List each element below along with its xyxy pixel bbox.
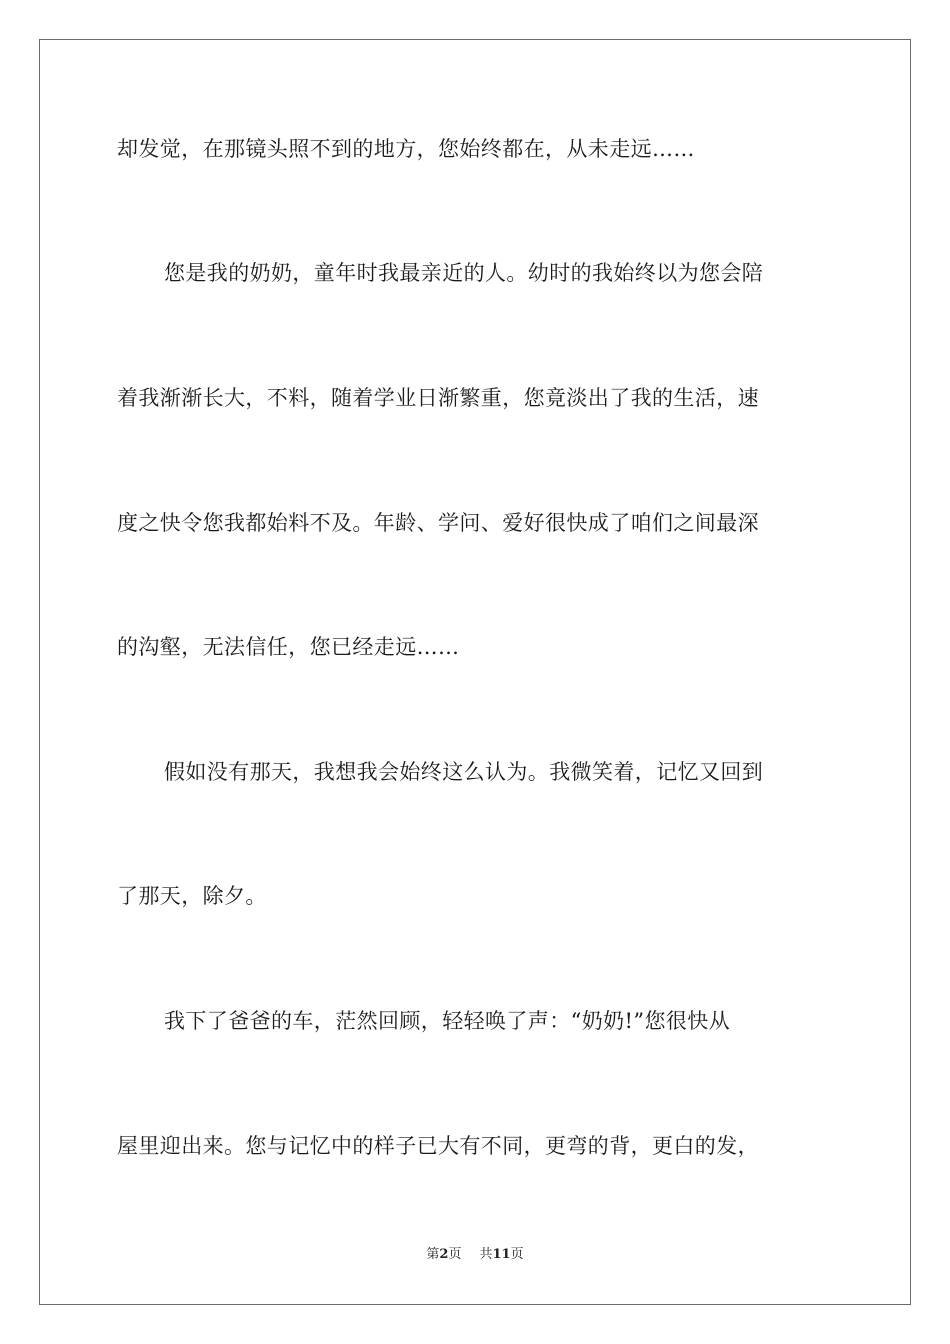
text-line: 着我渐渐长大，不料，随着学业日渐繁重，您竟淡出了我的生活，速 — [117, 386, 759, 410]
total-pages: 11 — [492, 1247, 511, 1262]
text-line: 屋里迎出来。您与记忆中的样子已大有不同，更弯的背，更白的发， — [117, 1134, 759, 1158]
text-line: 度之快令您我都始料不及。年龄、学问、爱好很快成了咱们之间最深 — [117, 511, 759, 535]
page-suffix: 页 — [448, 1247, 462, 1262]
text-line: 了那天，除夕。 — [117, 884, 267, 908]
page-prefix: 第 — [426, 1247, 440, 1262]
total-suffix: 页 — [510, 1247, 524, 1262]
page-border — [39, 39, 911, 1305]
page-footer — [0, 1246, 950, 1264]
page-number: 2 — [439, 1247, 449, 1262]
text-line: 您是我的奶奶，童年时我最亲近的人。幼时的我始终以为您会陪 — [164, 261, 764, 285]
text-line: 的沟壑，无法信任，您已经走远…… — [117, 635, 460, 659]
total-prefix: 共 — [479, 1247, 493, 1262]
text-line: 却发觉，在那镜头照不到的地方，您始终都在，从未走远…… — [117, 137, 695, 161]
text-line: 我下了爸爸的车，茫然回顾，轻轻唤了声：“奶奶!”您很快从 — [164, 1009, 731, 1033]
text-line: 假如没有那天，我想我会始终这么认为。我微笑着，记忆又回到 — [164, 760, 764, 784]
